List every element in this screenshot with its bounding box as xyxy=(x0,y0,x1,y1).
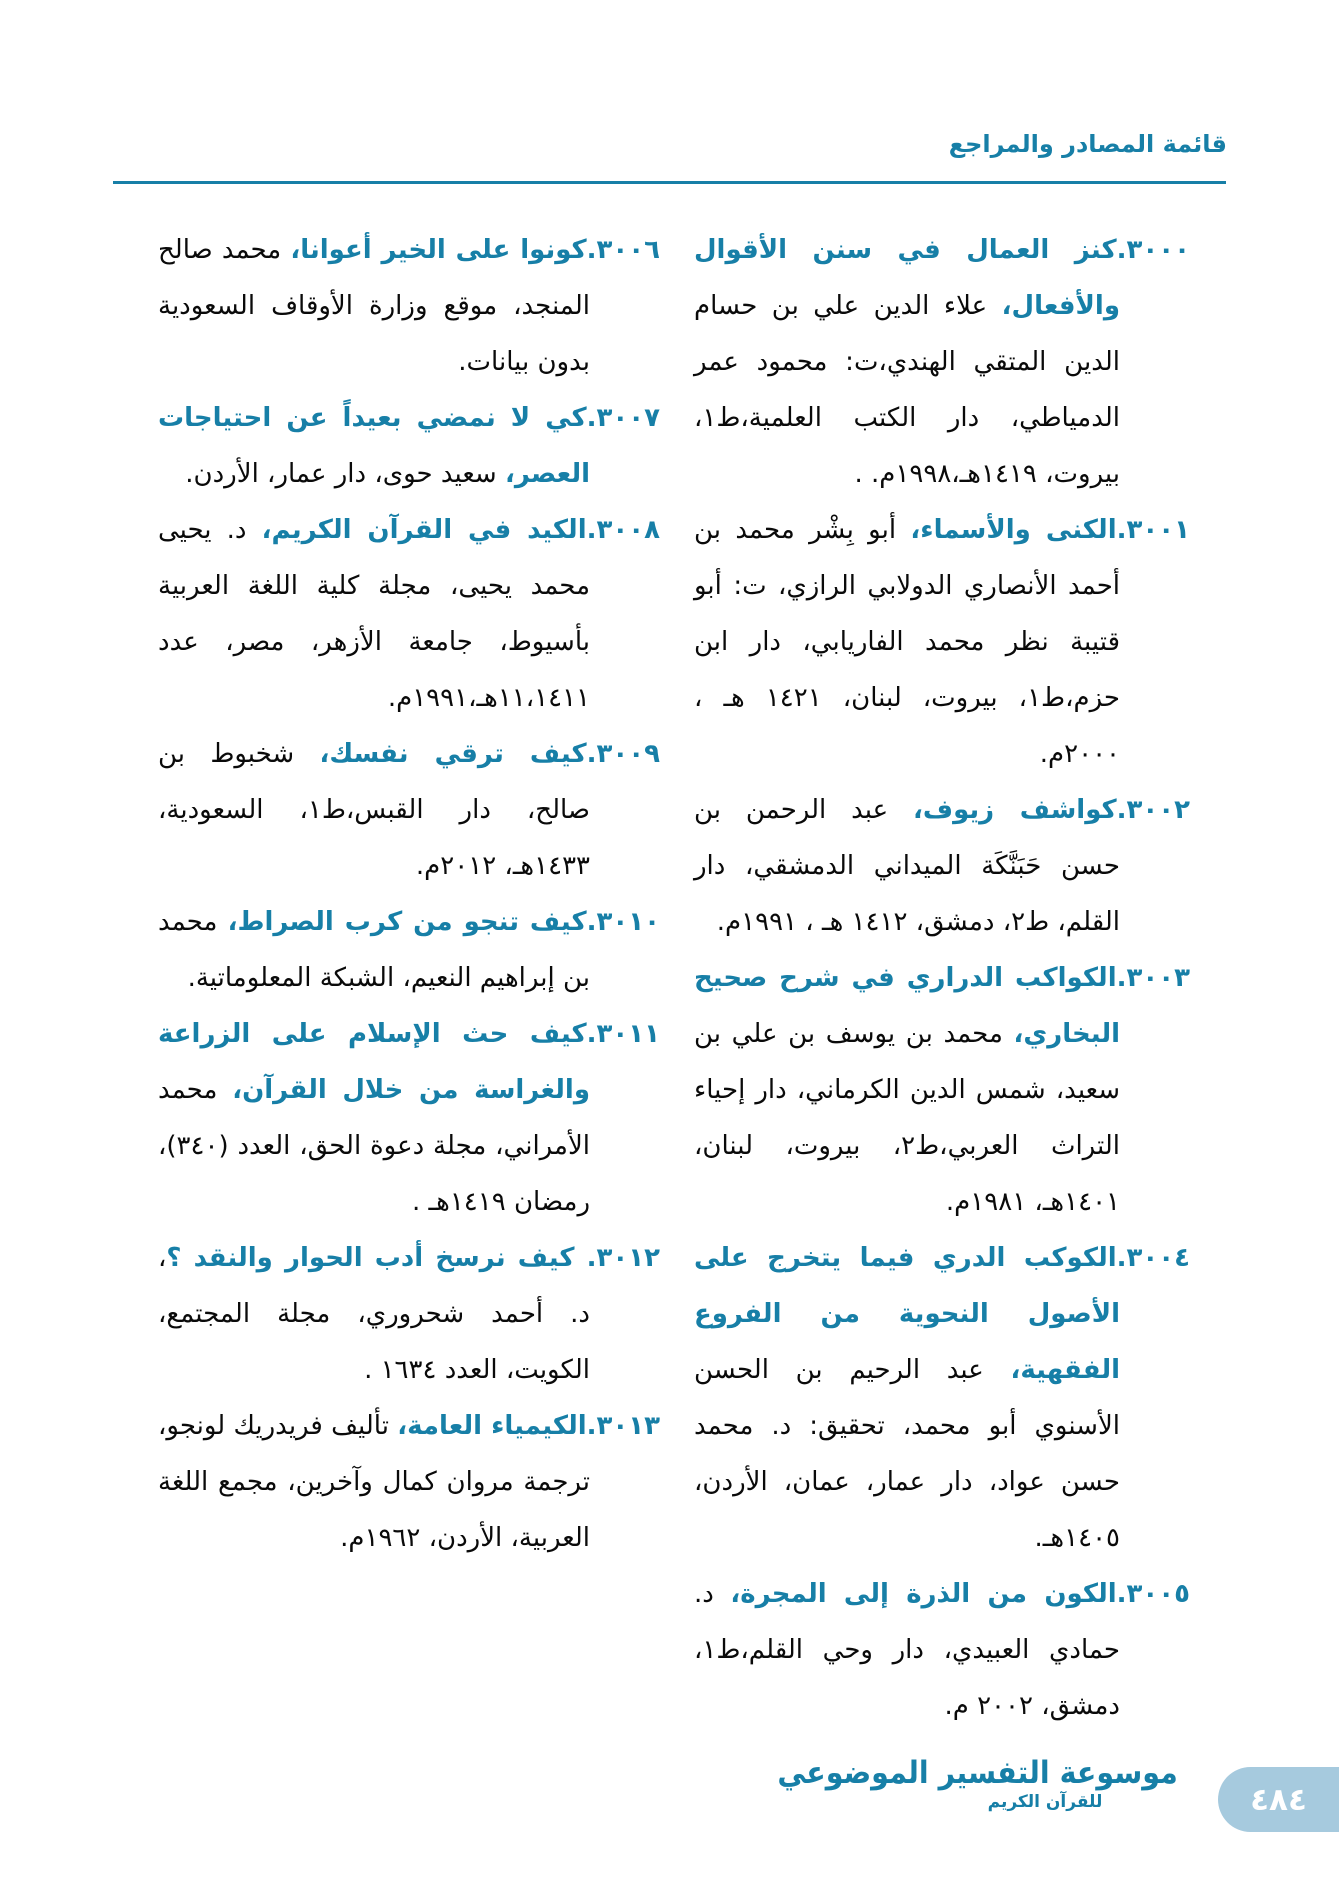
entry-number: ٣٠٠٥. xyxy=(1116,1579,1190,1609)
page-header-title: قائمة المصادر والمراجع xyxy=(948,130,1227,158)
entry-title: الكون من الذرة إلى المجرة، xyxy=(730,1579,1117,1609)
entry-text: د. حمادي العبيدي، دار وحي القلم،ط١، دمشق، ٢٠٠٢ م. xyxy=(694,1579,1120,1721)
entry-title: الكنى والأسماء، xyxy=(910,515,1117,545)
entry-text: سعيد حوى، دار عمار، الأردن. xyxy=(185,459,505,489)
entry-number: ٣٠٠٠. xyxy=(1116,235,1190,265)
entry-number: ٣٠٠٧. xyxy=(586,403,660,433)
entry-number: ٣٠٠١. xyxy=(1116,515,1190,545)
page-number-badge xyxy=(1218,1767,1339,1832)
entry-title: كيف حث الإسلام على الزراعة والغراسة من خلال القرآن، xyxy=(158,1019,590,1105)
entry-title: كي لا نمضي بعيداً عن احتياجات العصر، xyxy=(158,403,590,489)
entry-number: ٣٠١٢. xyxy=(574,1243,661,1273)
bib-entry xyxy=(158,1006,660,1230)
entry-title: الكيمياء العامة، xyxy=(397,1411,587,1441)
entry-title: كونوا على الخير أعوانا، xyxy=(290,235,587,265)
entry-title: الكيد في القرآن الكريم، xyxy=(261,515,587,545)
bib-entry xyxy=(158,502,660,726)
entry-title: الكواكب الدراري في شرح صحيح البخاري، xyxy=(694,963,1120,1049)
publisher-logo xyxy=(777,1755,1195,1813)
entry-title: كنز العمال في سنن الأقوال والأفعال، xyxy=(694,235,1120,321)
entry-number: ٣٠٠٩. xyxy=(586,739,660,769)
publisher-logo-subtitle: للقرآن الكريم xyxy=(987,1792,1103,1813)
entry-text: محمد بن يوسف بن علي بن سعيد، شمس الدين الكرماني، دار إحياء التراث العربي،ط٢، بيروت، لبنان، ١٤٠١هـ، ١٩٨١م. xyxy=(694,1019,1121,1217)
bib-entry xyxy=(694,1230,1190,1566)
entry-text: أبو بِشْر محمد بن أحمد الأنصاري الدولابي الرازي، ت: أبو قتيبة نظر محمد الفاريابي، دار ابن حزم،ط١، بيروت، لبنان، ١٤٢١ هـ ، ٢٠٠٠م. xyxy=(694,515,1120,769)
entry-text: عبد الرحمن بن حسن حَبَنَّكَة الميداني الدمشقي، دار القلم، ط٢، دمشق، ١٤١٢ هـ ، ١٩٩١م. xyxy=(694,795,1120,937)
bib-entry xyxy=(158,1398,660,1566)
entry-number: ٣٠٠٦. xyxy=(586,235,661,265)
header-rule xyxy=(113,181,1226,184)
entry-title: كواشف زيوف، xyxy=(913,795,1117,825)
entry-number: ٣٠٠٢. xyxy=(1116,795,1190,825)
bib-entry xyxy=(694,502,1190,782)
bib-entry xyxy=(158,1230,660,1398)
entry-number: ٣٠١٣. xyxy=(586,1411,660,1441)
bib-entry xyxy=(694,222,1190,502)
references-column-right xyxy=(694,222,1190,1734)
references-column-left xyxy=(158,222,660,1566)
entry-number: ٣٠٠٤. xyxy=(1116,1243,1190,1273)
entry-title: الكوكب الدري فيما يتخرج على الأصول النحوية من الفروع الفقهية، xyxy=(694,1243,1120,1385)
entry-number: ٣٠١٠. xyxy=(586,907,661,937)
bib-entry xyxy=(694,1566,1190,1734)
entry-text: تأليف فريدريك لونجو، ترجمة مروان كمال وآخرين، مجمع اللغة العربية، الأردن، ١٩٦٢م. xyxy=(158,1411,590,1553)
bib-entry xyxy=(158,726,660,894)
bib-entry xyxy=(694,950,1190,1230)
bib-entry xyxy=(158,894,660,1006)
entry-text: علاء الدين علي بن حسام الدين المتقي الهندي،ت: محمود عمر الدمياطي، دار الكتب العلمية،ط١، بيروت، ١٤١٩هـ،١٩٩٨م. . xyxy=(694,291,1120,489)
page-number: ٤٨٤ xyxy=(1250,1781,1307,1818)
entry-title: كيف ترقي نفسك، xyxy=(319,739,587,769)
entry-title: كيف نرسخ أدب الحوار والنقد ؟ xyxy=(166,1243,575,1273)
entry-text: د. يحيى محمد يحيى، مجلة كلية اللغة العربية بأسيوط، جامعة الأزهر، مصر، عدد ١١،١٤١١هـ،١٩٩١م. xyxy=(158,515,590,713)
entry-title: كيف تنجو من كرب الصراط، xyxy=(227,907,587,937)
entry-number: ٣٠٠٣. xyxy=(1116,963,1190,993)
entry-text: شخبوط بن صالح، دار القبس،ط١، السعودية، ١٤٣٣هـ، ٢٠١٢م. xyxy=(158,739,590,881)
entry-text: ، د. أحمد شحروري، مجلة المجتمع، الكويت، العدد ١٦٣٤ . xyxy=(158,1243,590,1385)
entry-number: ٣٠١١. xyxy=(586,1019,660,1049)
bib-entry xyxy=(158,390,660,502)
entry-text: محمد صالح المنجد، موقع وزارة الأوقاف السعودية بدون بيانات. xyxy=(158,235,590,377)
entry-text: عبد الرحيم بن الحسن الأسنوي أبو محمد، تحقيق: د. محمد حسن عواد، دار عمار، عمان، الأردن، ١٤٠٥هـ. xyxy=(694,1355,1120,1553)
bib-entry xyxy=(158,222,660,390)
publisher-logo-title: موسوعة التفسير الموضوعي xyxy=(777,1755,1178,1791)
entry-text: محمد بن إبراهيم النعيم، الشبكة المعلوماتية. xyxy=(158,907,590,993)
entry-number: ٣٠٠٨. xyxy=(586,515,660,545)
entry-text: محمد الأمراني، مجلة دعوة الحق، العدد (٣٤٠)، رمضان ١٤١٩هـ . xyxy=(158,1075,590,1217)
bib-entry xyxy=(694,782,1190,950)
